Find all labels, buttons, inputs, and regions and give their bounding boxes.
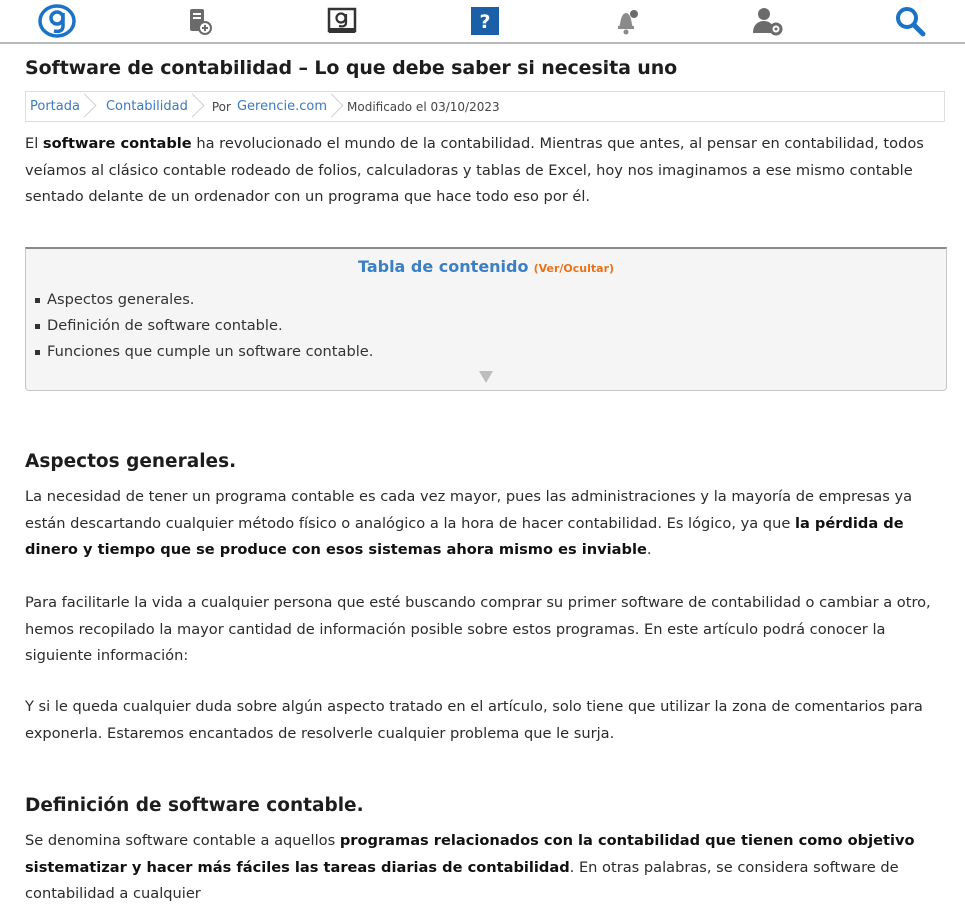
breadcrumb-separator bbox=[331, 91, 343, 122]
breadcrumb-home-link[interactable]: Portada bbox=[30, 99, 80, 114]
top-navigation-bar bbox=[0, 0, 965, 44]
search-icon[interactable] bbox=[891, 4, 931, 38]
toc-toggle-link[interactable]: (Ver/Ocultar) bbox=[533, 262, 615, 275]
breadcrumb-by-label: Por bbox=[211, 99, 231, 114]
help-glyph: ? bbox=[479, 11, 491, 33]
intro-paragraph bbox=[25, 131, 947, 211]
toc-item[interactable]: Funciones que cumple un software contable. bbox=[34, 339, 373, 365]
intro-text-pre: El bbox=[25, 135, 43, 152]
toc-header bbox=[26, 257, 946, 276]
breadcrumb bbox=[25, 91, 945, 122]
section1-p1-text-post: . bbox=[646, 541, 652, 558]
book-add-icon[interactable] bbox=[179, 4, 219, 38]
section1-p1-text-pre: La necesidad de tener un programa contable es cada vez mayor, pues las administraciones y la mayoría de empresas ya están descartando cualquier método físico o analógico a la hora de hacer contabilidad. Es lógico, ya que bbox=[25, 488, 913, 532]
toc-list bbox=[34, 287, 373, 365]
notification-bell-icon[interactable] bbox=[607, 4, 647, 38]
page-title: Software de contabilidad – Lo que debe saber si necesita uno bbox=[25, 57, 678, 79]
breadcrumb-author-link[interactable]: Gerencie.com bbox=[236, 99, 327, 114]
intro-text-post: ha revolucionado el mundo de la contabilidad. Mientras que antes, al pensar en contabilidad, todos veíamos al clásico contable rodeado de folios, calculadoras y tablas de Excel, hoy nos imaginamos a ese mismo contable sentado delante de un ordenador con un programa que hace todo eso por él. bbox=[25, 135, 924, 205]
section-heading-definicion: Definición de software contable. bbox=[25, 795, 364, 816]
intro-bold-text: software contable bbox=[42, 135, 192, 152]
breadcrumb-modified-date: Modificado el 03/10/2023 bbox=[347, 99, 500, 114]
table-of-contents bbox=[25, 247, 947, 391]
section2-p1-text-post: . En otras palabras, se considera software de contabilidad a cualquier bbox=[25, 858, 899, 902]
breadcrumb-separator bbox=[84, 91, 96, 122]
toc-expand-arrow-icon[interactable] bbox=[479, 371, 493, 383]
section1-paragraph-1 bbox=[25, 484, 947, 564]
section-heading-aspectos: Aspectos generales. bbox=[25, 451, 237, 472]
section2-paragraph-1 bbox=[25, 828, 947, 908]
section1-paragraph-2: Para facilitarle la vida a cualquier persona que esté buscando comprar su primer software de contabilidad o cambiar a otro, hemos recopilado la mayor cantidad de información posible sobre estos programas. En este artículo podrá conocer la siguiente información: bbox=[25, 594, 931, 664]
section2-p1-bold-text: programas relacionados con la contabilidad que tienen como objetivo sistematizar y hacer más fáciles las tareas diarias de contabilidad bbox=[25, 832, 915, 876]
section1-p1-bold-text: la pérdida de dinero y tiempo que se produce con esos sistemas ahora mismo es inviable bbox=[25, 514, 904, 558]
help-icon[interactable] bbox=[465, 4, 505, 38]
section2-p1-text-pre: Se denomina software contable a aquellos bbox=[25, 832, 340, 849]
guide-icon[interactable] bbox=[322, 4, 362, 38]
toc-item[interactable]: Definición de software contable. bbox=[34, 313, 373, 339]
user-settings-icon[interactable] bbox=[748, 4, 788, 38]
breadcrumb-separator bbox=[192, 91, 204, 122]
toc-title: Tabla de contenido bbox=[357, 257, 529, 276]
toc-item[interactable]: Aspectos generales. bbox=[34, 287, 373, 313]
logo-icon[interactable] bbox=[37, 4, 77, 38]
breadcrumb-category-link[interactable]: Contabilidad bbox=[105, 99, 188, 114]
section1-paragraph-3: Y si le queda cualquier duda sobre algún aspecto tratado en el artículo, solo tiene que utilizar la zona de comentarios para exponerla. Estaremos encantados de resolverle cualquier problema que le surja. bbox=[25, 698, 923, 742]
